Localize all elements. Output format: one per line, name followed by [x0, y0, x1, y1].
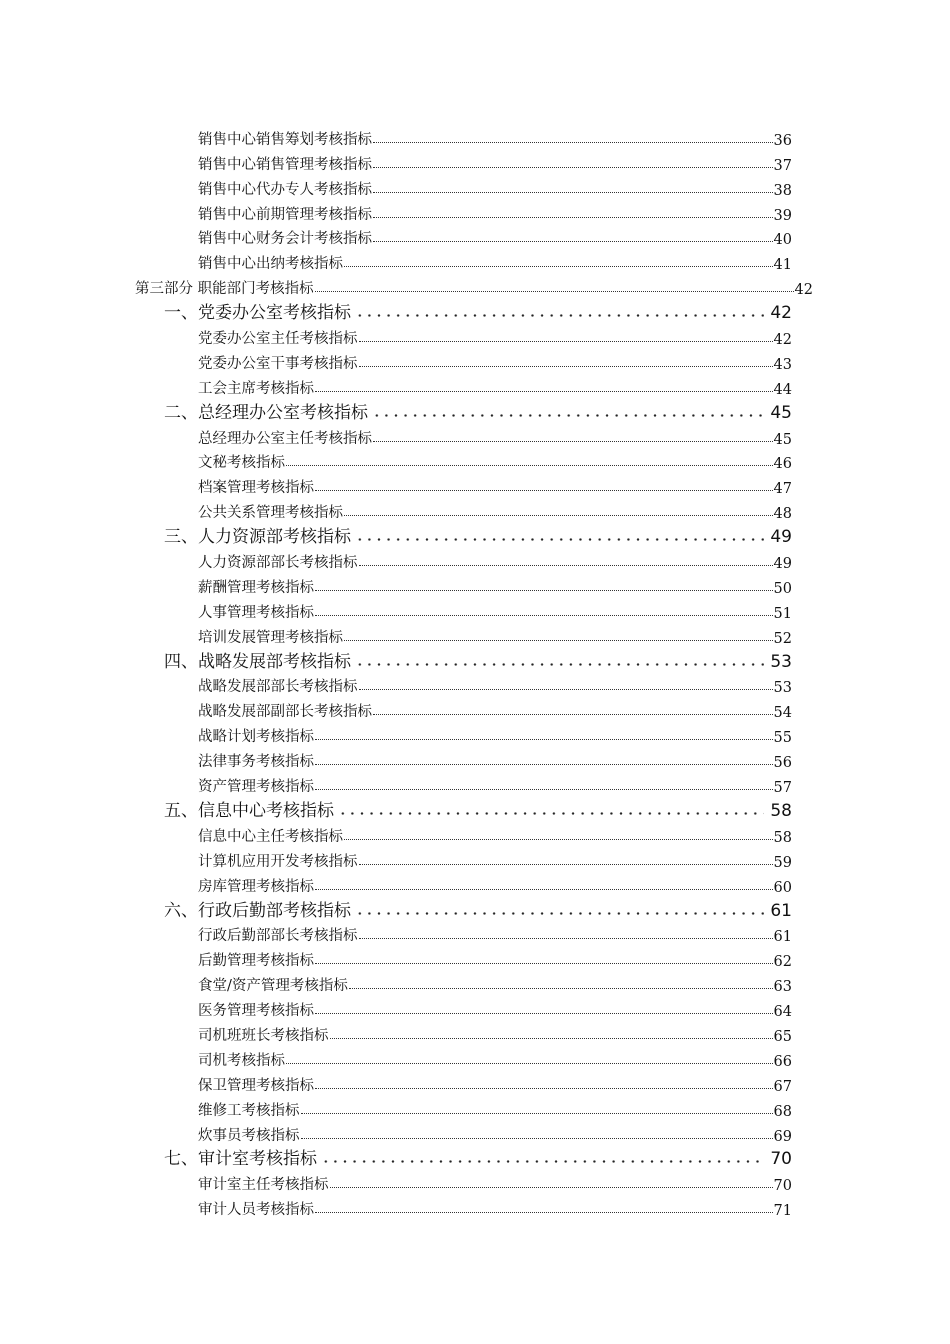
dot-leader — [286, 465, 773, 466]
toc-page-number: 48 — [773, 506, 792, 523]
toc-entry[interactable] — [0, 373, 792, 398]
toc-page-number: 68 — [773, 1103, 792, 1120]
dot-leader — [373, 142, 773, 143]
toc-entry-title: 资产管理考核指标 — [198, 779, 314, 796]
dot-leader — [344, 839, 773, 840]
toc-entry-title: 薪酬管理考核指标 — [198, 579, 314, 596]
dot-leader — [315, 590, 773, 591]
toc-page-number: 60 — [773, 879, 792, 896]
dot-leader — [301, 1113, 773, 1114]
toc-entry-title: 战略计划考核指标 — [198, 729, 314, 746]
dot-leader — [344, 640, 773, 641]
toc-page-number: 42 — [773, 332, 792, 349]
toc-page-number: 53 — [770, 651, 792, 672]
dot-leader — [315, 1013, 773, 1014]
toc-entry-title: 保卫管理考核指标 — [198, 1077, 314, 1094]
dot-leader — [338, 812, 764, 815]
toc-entry[interactable] — [0, 348, 792, 373]
toc-page-number: 56 — [773, 755, 792, 772]
toc-page-number: 62 — [773, 954, 792, 971]
dot-leader — [315, 789, 773, 790]
toc-entry[interactable] — [0, 472, 792, 497]
toc-entry-title: 销售中心销售管理考核指标 — [198, 156, 372, 173]
toc-entry-title: 炊事员考核指标 — [198, 1127, 300, 1144]
toc-entry-title: 培训发展管理考核指标 — [198, 629, 343, 646]
toc-entry[interactable] — [0, 622, 792, 647]
dot-leader — [344, 515, 773, 516]
toc-entry[interactable] — [0, 547, 792, 572]
toc-page-number: 58 — [770, 800, 792, 821]
toc-page-number: 38 — [773, 182, 792, 199]
toc-page-number: 49 — [773, 556, 792, 573]
dot-leader — [359, 341, 773, 342]
toc-entry-title: 人事管理考核指标 — [198, 604, 314, 621]
dot-leader — [359, 565, 773, 566]
toc-entry-title: 销售中心出纳考核指标 — [198, 256, 343, 273]
dot-leader — [355, 663, 764, 666]
toc-page-number: 63 — [773, 979, 792, 996]
toc-entry[interactable] — [0, 497, 792, 522]
toc-entry[interactable] — [0, 149, 792, 174]
toc-entry-title: 审计室主任考核指标 — [198, 1177, 329, 1194]
toc-entry[interactable] — [0, 597, 792, 622]
dot-leader — [315, 490, 773, 491]
toc-page-number: 46 — [773, 456, 792, 473]
dot-leader — [321, 1160, 764, 1163]
toc-entry-title: 后勤管理考核指标 — [198, 953, 314, 970]
toc-entry-title: 战略发展部副部长考核指标 — [198, 704, 372, 721]
toc-section-entry[interactable] — [0, 647, 792, 672]
dot-leader — [315, 1088, 773, 1089]
dot-leader — [373, 217, 773, 218]
toc-section-entry[interactable] — [0, 796, 792, 821]
toc-page-number: 42 — [794, 282, 813, 299]
toc-entry-title: 总经理办公室主任考核指标 — [198, 430, 372, 447]
toc-page-number: 52 — [773, 630, 792, 647]
toc-page-number: 51 — [773, 605, 792, 622]
toc-page-number: 36 — [773, 132, 792, 149]
toc-page-number: 64 — [773, 1004, 792, 1021]
toc-page-number: 45 — [773, 431, 792, 448]
toc-entry-title: 三、人力资源部考核指标 — [164, 527, 351, 548]
toc-entry-title: 公共关系管理考核指标 — [198, 505, 343, 522]
dot-leader — [373, 714, 773, 715]
toc-entry-title: 七、审计室考核指标 — [164, 1149, 317, 1170]
dot-leader — [359, 689, 773, 690]
toc-page-number: 70 — [773, 1178, 792, 1195]
toc-entry-title: 房库管理考核指标 — [198, 878, 314, 895]
toc-entry-title: 司机班班长考核指标 — [198, 1027, 329, 1044]
toc-entry[interactable] — [0, 1020, 792, 1045]
toc-page-number: 69 — [773, 1128, 792, 1145]
dot-leader — [373, 192, 773, 193]
toc-entry[interactable] — [0, 821, 792, 846]
toc-entry[interactable] — [0, 921, 792, 946]
toc-page-number: 54 — [773, 705, 792, 722]
toc-page-number: 55 — [773, 730, 792, 747]
toc-entry-title: 党委办公室主任考核指标 — [198, 331, 358, 348]
dot-leader — [315, 1212, 773, 1213]
toc-entry[interactable] — [0, 224, 792, 249]
toc-entry-title: 审计人员考核指标 — [198, 1202, 314, 1219]
toc-page-number: 42 — [770, 303, 792, 324]
toc-page-number: 50 — [773, 580, 792, 597]
toc-entry[interactable] — [0, 746, 792, 771]
dot-leader — [315, 963, 773, 964]
toc-entry-title: 五、信息中心考核指标 — [164, 800, 334, 821]
toc-page-number: 70 — [770, 1149, 792, 1170]
toc-page-number: 57 — [773, 780, 792, 797]
toc-page-number: 43 — [773, 356, 792, 373]
toc-page-number: 37 — [773, 157, 792, 174]
toc-entry[interactable] — [0, 696, 792, 721]
toc-entry[interactable] — [0, 771, 792, 796]
toc-entry[interactable] — [0, 1194, 792, 1219]
toc-entry-title: 销售中心销售筹划考核指标 — [198, 131, 372, 148]
toc-page-number: 40 — [773, 232, 792, 249]
toc-entry[interactable] — [0, 323, 792, 348]
toc-part-heading[interactable] — [0, 273, 813, 298]
dot-leader — [359, 864, 773, 865]
toc-page-number: 45 — [770, 402, 792, 423]
toc-page-number: 61 — [773, 929, 792, 946]
toc-page-number: 66 — [773, 1053, 792, 1070]
toc-page-number: 61 — [770, 900, 792, 921]
toc-page-number: 47 — [773, 481, 792, 498]
toc-section-entry[interactable] — [0, 896, 792, 921]
toc-entry[interactable] — [0, 721, 792, 746]
toc-section-entry[interactable] — [0, 298, 792, 323]
dot-leader — [355, 538, 764, 541]
toc-entry-title: 档案管理考核指标 — [198, 480, 314, 497]
toc-entry-title: 司机考核指标 — [198, 1052, 285, 1069]
toc-entry[interactable] — [0, 572, 792, 597]
toc-page-number: 59 — [773, 854, 792, 871]
toc-section-entry[interactable] — [0, 1145, 792, 1170]
toc-entry[interactable] — [0, 970, 792, 995]
toc-section-entry[interactable] — [0, 522, 792, 547]
toc-entry-title: 战略发展部部长考核指标 — [198, 679, 358, 696]
toc-section-entry[interactable] — [0, 398, 792, 423]
dot-leader — [355, 314, 764, 317]
toc-entry[interactable] — [0, 995, 792, 1020]
dot-leader — [286, 1063, 773, 1064]
toc-entry[interactable] — [0, 423, 792, 448]
toc-entry-title: 文秘考核指标 — [198, 455, 285, 472]
dot-leader — [344, 266, 773, 267]
toc-entry-title: 食堂/资产管理考核指标 — [198, 978, 348, 995]
toc-page-number: 67 — [773, 1078, 792, 1095]
toc-entry-title: 人力资源部部长考核指标 — [198, 555, 358, 572]
table-of-contents — [0, 124, 950, 1219]
toc-entry[interactable] — [0, 672, 792, 697]
toc-entry[interactable] — [0, 1120, 792, 1145]
dot-leader — [349, 988, 773, 989]
dot-leader — [373, 241, 773, 242]
toc-entry-title: 计算机应用开发考核指标 — [198, 853, 358, 870]
dot-leader — [315, 739, 773, 740]
toc-entry[interactable] — [0, 846, 792, 871]
toc-page-number: 71 — [773, 1203, 792, 1220]
toc-page-number: 65 — [773, 1028, 792, 1045]
toc-page-number: 44 — [773, 381, 792, 398]
toc-entry-title: 维修工考核指标 — [198, 1102, 300, 1119]
toc-page-number: 58 — [773, 829, 792, 846]
dot-leader — [315, 291, 794, 292]
dot-leader — [373, 167, 773, 168]
dot-leader — [315, 764, 773, 765]
dot-leader — [359, 366, 773, 367]
dot-leader — [359, 938, 773, 939]
toc-entry[interactable] — [0, 199, 792, 224]
dot-leader — [315, 889, 773, 890]
toc-entry-title: 医务管理考核指标 — [198, 1003, 314, 1020]
dot-leader — [315, 391, 773, 392]
toc-entry-title: 销售中心代办专人考核指标 — [198, 181, 372, 198]
toc-page-number: 49 — [770, 527, 792, 548]
toc-entry[interactable] — [0, 1095, 792, 1120]
toc-entry-title: 信息中心主任考核指标 — [198, 828, 343, 845]
toc-entry[interactable] — [0, 871, 792, 896]
dot-leader — [372, 414, 764, 417]
toc-entry-title: 党委办公室干事考核指标 — [198, 355, 358, 372]
toc-entry[interactable] — [0, 1070, 792, 1095]
toc-entry[interactable] — [0, 124, 792, 149]
toc-page-number: 41 — [773, 257, 792, 274]
toc-entry-title: 销售中心前期管理考核指标 — [198, 206, 372, 223]
toc-entry-title: 法律事务考核指标 — [198, 754, 314, 771]
dot-leader — [373, 441, 773, 442]
toc-entry-title: 销售中心财务会计考核指标 — [198, 231, 372, 248]
dot-leader — [330, 1038, 773, 1039]
toc-page-number: 39 — [773, 207, 792, 224]
dot-leader — [355, 912, 764, 915]
toc-page-number: 53 — [773, 680, 792, 697]
toc-entry[interactable] — [0, 248, 792, 273]
toc-entry-title: 四、战略发展部考核指标 — [164, 651, 351, 672]
toc-entry-title: 工会主席考核指标 — [198, 380, 314, 397]
toc-entry-title: 一、党委办公室考核指标 — [164, 303, 351, 324]
toc-entry-title: 六、行政后勤部考核指标 — [164, 900, 351, 921]
dot-leader — [315, 615, 773, 616]
toc-entry-title: 行政后勤部部长考核指标 — [198, 928, 358, 945]
dot-leader — [301, 1138, 773, 1139]
dot-leader — [330, 1187, 773, 1188]
toc-entry[interactable] — [0, 1045, 792, 1070]
toc-entry-title: 第三部分 职能部门考核指标 — [135, 281, 314, 298]
toc-entry[interactable] — [0, 945, 792, 970]
toc-entry[interactable] — [0, 1169, 792, 1194]
toc-entry[interactable] — [0, 448, 792, 473]
toc-entry[interactable] — [0, 174, 792, 199]
toc-entry-title: 二、总经理办公室考核指标 — [164, 402, 368, 423]
